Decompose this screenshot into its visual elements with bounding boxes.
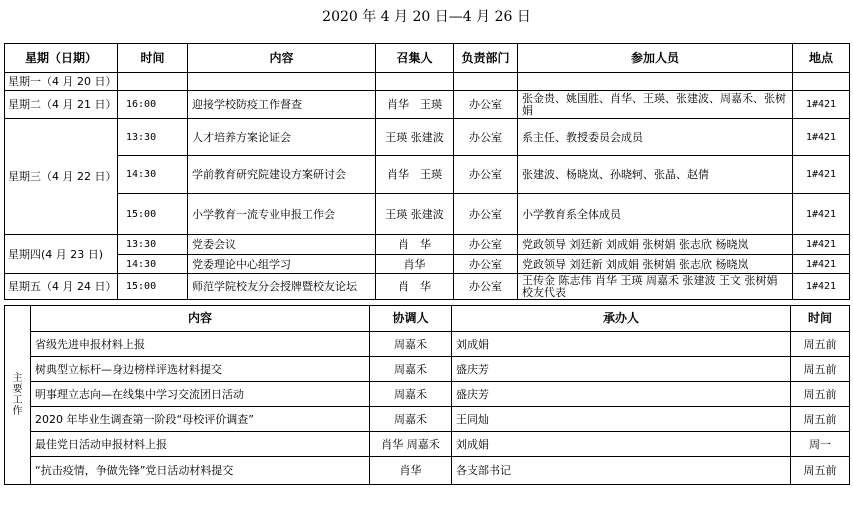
tasks-header-coordinator: 协调人 [370, 306, 452, 332]
main-tasks-table [4, 305, 850, 485]
row-convener: 王瑛 张建波 [376, 119, 454, 156]
task-content: 2020 年毕业生调查第一阶段“母校评价调查” [31, 407, 370, 432]
row-participants: 党政领导 刘廷新 刘成娟 张树娟 张志欣 杨晓岚 [518, 255, 793, 274]
header-participants: 参加人员 [518, 44, 793, 73]
table-row [5, 156, 850, 194]
task-handler: 各支部书记 [452, 457, 791, 485]
row-dept: 办公室 [454, 91, 518, 119]
tasks-header-content: 内容 [31, 306, 370, 332]
row-content: 学前教育研究院建设方案研讨会 [188, 156, 376, 194]
task-time: 周五前 [791, 457, 850, 485]
task-coordinator: 周嘉禾 [370, 407, 452, 432]
row-dept: 办公室 [454, 194, 518, 235]
table-row [5, 235, 850, 255]
table-row [5, 357, 850, 382]
table-row [5, 119, 850, 156]
row-place: 1#421 [793, 194, 850, 235]
weekly-schedule-table [4, 43, 850, 300]
row-participants: 系主任、教授委员会成员 [518, 119, 793, 156]
row-time: 15:00 [118, 274, 188, 300]
day-tuesday: 星期二（4 月 21 日） [5, 91, 118, 119]
task-handler: 盛庆芳 [452, 357, 791, 382]
row-dept: 办公室 [454, 235, 518, 255]
task-time: 周五前 [791, 357, 850, 382]
table-row [5, 91, 850, 119]
row-time: 16:00 [118, 91, 188, 119]
row-content: 小学教育一流专业申报工作会 [188, 194, 376, 235]
header-dept: 负责部门 [454, 44, 518, 73]
task-content: 最佳党日活动申报材料上报 [31, 432, 370, 457]
table-row [5, 73, 850, 91]
row-place: 1#421 [793, 235, 850, 255]
row-place: 1#421 [793, 119, 850, 156]
row-time: 13:30 [118, 119, 188, 156]
table-row [5, 332, 850, 357]
table-row [5, 255, 850, 274]
task-coordinator: 周嘉禾 [370, 357, 452, 382]
task-coordinator: 肖华 周嘉禾 [370, 432, 452, 457]
table-row [5, 382, 850, 407]
table-row [5, 432, 850, 457]
row-convener: 肖 华 [376, 235, 454, 255]
row-convener: 王瑛 张建波 [376, 194, 454, 235]
day-monday: 星期一（4 月 20 日） [5, 73, 118, 91]
row-time: 13:30 [118, 235, 188, 255]
task-handler: 王同灿 [452, 407, 791, 432]
task-content: “抗击疫情，争做先锋”党日活动材料提交 [31, 457, 370, 485]
row-place: 1#421 [793, 255, 850, 274]
row-content: 党委理论中心组学习 [188, 255, 376, 274]
row-time: 14:30 [118, 255, 188, 274]
task-handler: 刘成娟 [452, 432, 791, 457]
row-dept: 办公室 [454, 156, 518, 194]
task-time: 周一 [791, 432, 850, 457]
row-convener: 肖华 [376, 255, 454, 274]
row-place: 1#421 [793, 91, 850, 119]
row-time: 14:30 [118, 156, 188, 194]
row-convener: 肖华 王瑛 [376, 91, 454, 119]
row-participants: 王传金 陈志伟 肖华 王瑛 周嘉禾 张建波 王文 张树娟 校友代表 [518, 274, 793, 300]
row-convener: 肖华 王瑛 [376, 156, 454, 194]
header-place: 地点 [793, 44, 850, 73]
row-convener: 肖 华 [376, 274, 454, 300]
task-time: 周五前 [791, 332, 850, 357]
row-content: 迎接学校防疫工作督查 [188, 91, 376, 119]
tasks-header-time: 时间 [791, 306, 850, 332]
row-dept: 办公室 [454, 274, 518, 300]
day-thursday: 星期四(4 月 23 日) [5, 235, 118, 274]
row-participants: 党政领导 刘廷新 刘成娟 张树娟 张志欣 杨晓岚 [518, 235, 793, 255]
task-content: 树典型立标杆—身边榜样评选材料提交 [31, 357, 370, 382]
day-friday: 星期五（4 月 24 日） [5, 274, 118, 300]
page-title: 2020 年 4 月 20 日—4 月 26 日 [322, 9, 531, 25]
table-row [5, 194, 850, 235]
task-coordinator: 周嘉禾 [370, 332, 452, 357]
main-tasks-side-label: 主 要 工 作 [5, 306, 31, 485]
row-content: 师范学院校友分会授牌暨校友论坛 [188, 274, 376, 300]
tasks-header-row [5, 306, 850, 332]
header-day: 星期（日期） [5, 44, 118, 73]
row-content: 人才培养方案论证会 [188, 119, 376, 156]
row-content: 党委会议 [188, 235, 376, 255]
day-wednesday: 星期三（4 月 22 日） [5, 119, 118, 235]
task-coordinator: 肖华 [370, 457, 452, 485]
task-content: 明事理立志向—在线集中学习交流团日活动 [31, 382, 370, 407]
task-handler: 刘成娟 [452, 332, 791, 357]
row-participants: 小学教育系全体成员 [518, 194, 793, 235]
tasks-header-handler: 承办人 [452, 306, 791, 332]
table-row [5, 407, 850, 432]
task-handler: 盛庆芳 [452, 382, 791, 407]
header-content: 内容 [188, 44, 376, 73]
task-time: 周五前 [791, 382, 850, 407]
table-row [5, 457, 850, 485]
table-row [5, 274, 850, 300]
header-time: 时间 [118, 44, 188, 73]
header-convener: 召集人 [376, 44, 454, 73]
row-place: 1#421 [793, 156, 850, 194]
task-coordinator: 周嘉禾 [370, 382, 452, 407]
row-participants: 张建波、杨晓岚、孙晓轲、张晶、赵倩 [518, 156, 793, 194]
task-content: 省级先进申报材料上报 [31, 332, 370, 357]
row-place: 1#421 [793, 274, 850, 300]
schedule-header-row [5, 44, 850, 73]
row-time: 15:00 [118, 194, 188, 235]
task-time: 周五前 [791, 407, 850, 432]
row-dept: 办公室 [454, 119, 518, 156]
row-dept: 办公室 [454, 255, 518, 274]
row-participants: 张金贵、姚国胜、肖华、王瑛、张建波、周嘉禾、张树娟 [518, 91, 793, 119]
